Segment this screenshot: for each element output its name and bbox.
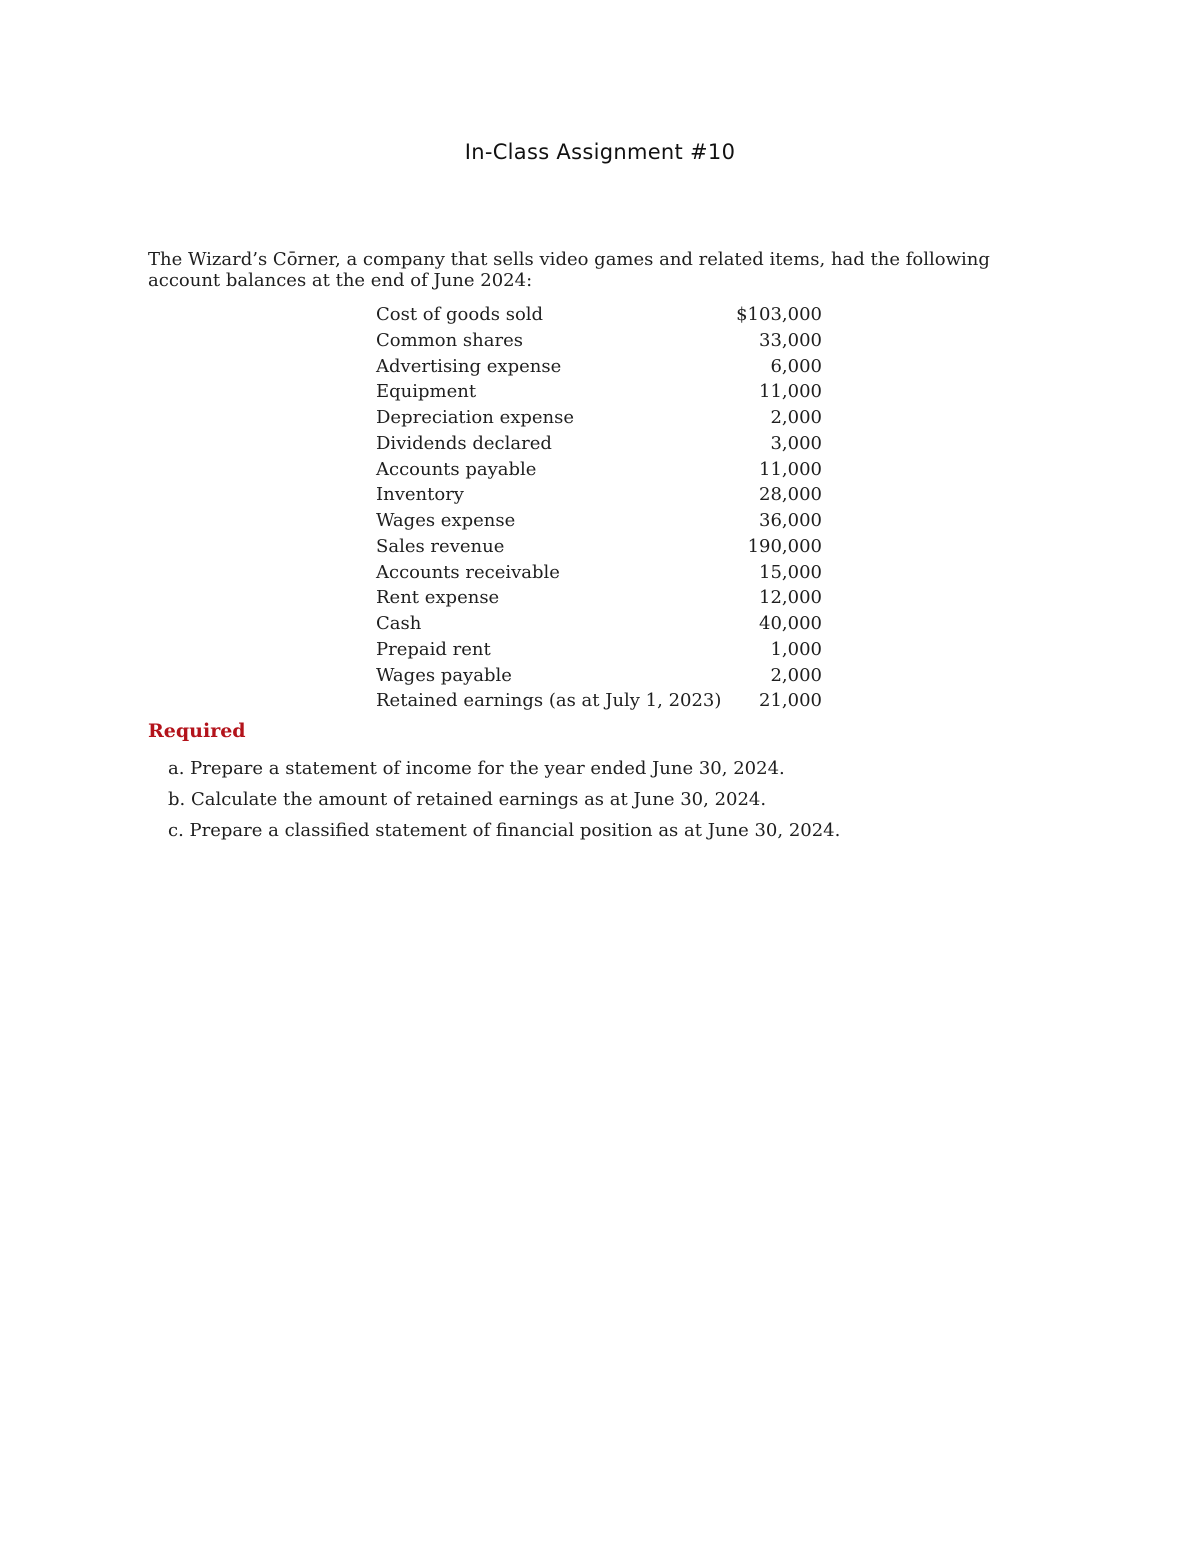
table-row xyxy=(376,482,822,508)
table-row xyxy=(376,405,822,431)
account-name: Common shares xyxy=(376,329,523,351)
requirements-list xyxy=(168,753,840,846)
account-amount: 2,000 xyxy=(770,407,822,428)
intro-paragraph: The Wizard’s Cōrner, a company that sells video games and related items, had the following account balances at the end of June 2024: xyxy=(148,249,990,291)
account-name: Cost of goods sold xyxy=(376,304,544,325)
account-amount: 21,000 xyxy=(759,690,822,712)
account-name: Sales revenue xyxy=(376,535,505,557)
account-name: Dividends declared xyxy=(376,432,552,454)
table-row xyxy=(376,302,822,328)
account-amount: 6,000 xyxy=(770,355,822,377)
account-name: Cash xyxy=(376,613,422,634)
table-row xyxy=(376,457,822,483)
page-title: In-Class Assignment #10 xyxy=(464,140,736,164)
account-amount: 11,000 xyxy=(759,458,822,480)
account-amount: 36,000 xyxy=(759,510,822,531)
account-amount: $103,000 xyxy=(736,304,822,325)
account-name: Advertising expense xyxy=(376,355,562,377)
list-item: c. Prepare a classified statement of financial position as at June 30, 2024. xyxy=(168,820,841,841)
table-row xyxy=(376,354,822,380)
account-amount: 11,000 xyxy=(759,381,822,403)
account-amount: 190,000 xyxy=(747,535,822,557)
account-name: Retained earnings (as at July 1, 2023) xyxy=(376,690,722,712)
account-amount: 15,000 xyxy=(759,561,822,583)
table-row xyxy=(376,560,822,586)
table-row xyxy=(376,663,822,689)
account-name: Accounts payable xyxy=(376,458,537,480)
table-row xyxy=(376,431,822,457)
account-name: Equipment xyxy=(376,381,477,403)
table-row xyxy=(376,534,822,560)
account-name: Accounts receivable xyxy=(376,561,560,583)
account-name: Wages payable xyxy=(376,664,512,686)
table-row xyxy=(376,328,822,354)
table-row xyxy=(376,637,822,663)
account-name: Depreciation expense xyxy=(376,407,575,428)
account-amount: 28,000 xyxy=(759,484,822,506)
account-name: Rent expense xyxy=(376,587,500,609)
account-amount: 3,000 xyxy=(770,432,822,454)
table-row xyxy=(376,508,822,534)
account-name: Prepaid rent xyxy=(376,638,491,660)
account-amount: 1,000 xyxy=(770,638,822,660)
table-row xyxy=(376,585,822,611)
account-amount: 33,000 xyxy=(759,329,822,351)
account-amount: 12,000 xyxy=(759,587,822,609)
account-balances-table xyxy=(376,302,822,714)
table-row xyxy=(376,379,822,405)
list-item: a. Prepare a statement of income for the year ended June 30, 2024. xyxy=(168,758,785,779)
table-row xyxy=(376,611,822,637)
list-item: b. Calculate the amount of retained earnings as at June 30, 2024. xyxy=(168,789,767,810)
account-name: Wages expense xyxy=(376,510,516,531)
account-amount: 40,000 xyxy=(759,613,822,634)
account-amount: 2,000 xyxy=(770,664,822,686)
table-row xyxy=(376,688,822,714)
account-name: Inventory xyxy=(376,484,464,506)
required-heading: Required xyxy=(148,720,246,742)
